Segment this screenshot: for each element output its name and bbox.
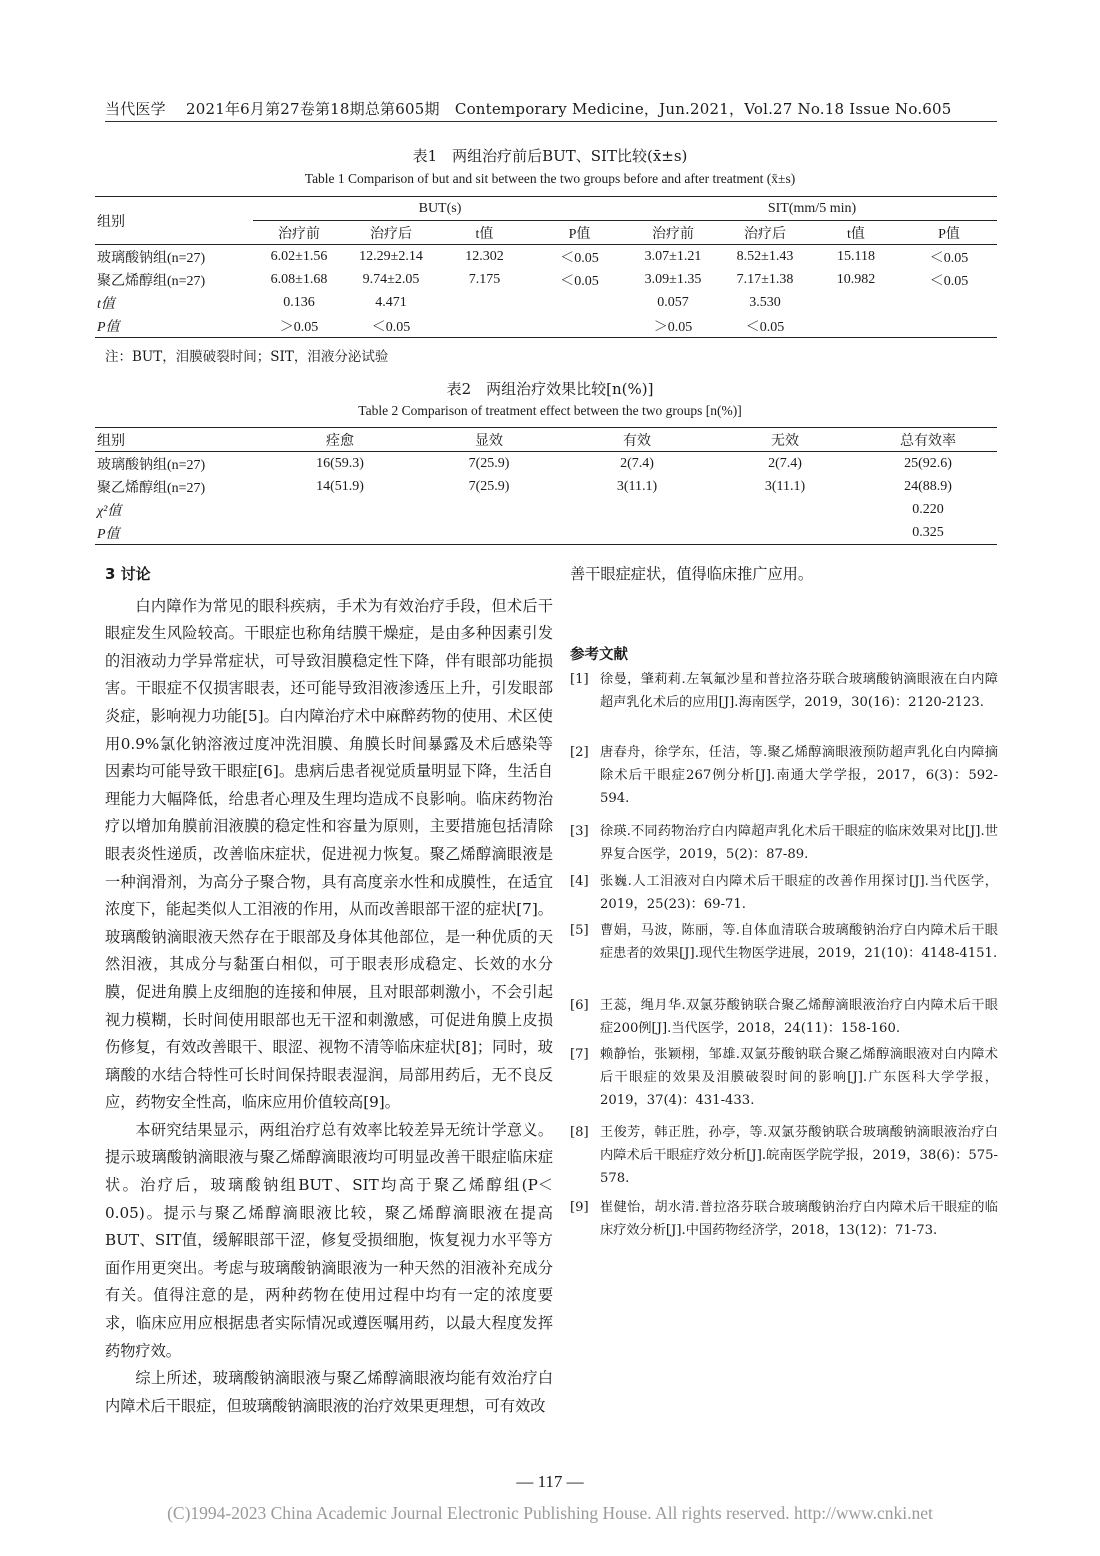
- reference-number: [8]: [570, 1125, 589, 1140]
- reference-number: [7]: [570, 1047, 589, 1062]
- table2-header: 显效: [415, 428, 563, 452]
- reference-number: [3]: [570, 824, 589, 839]
- table1-subheader: P值: [532, 221, 627, 245]
- table1-but-header: BUT(s): [253, 197, 627, 221]
- reference-text: 唐春舟，徐学东，任洁，等.聚乙烯醇滴眼液预防超声乳化白内障摘除术后干眼症267例分析[J].南通大学学报，2017，6(3)：592-594.: [600, 745, 998, 806]
- reference-item: [570, 668, 998, 714]
- reference-number: [4]: [570, 874, 589, 889]
- cell: 6.08±1.68: [270, 271, 328, 287]
- cell: 2(7.4): [768, 455, 802, 471]
- cell: 8.52±1.43: [736, 248, 794, 264]
- cell: 15.118: [837, 248, 875, 264]
- cell: 6.02±1.56: [270, 248, 328, 264]
- table2-caption-en: Table 2 Comparison of treatment effect between the two groups [n(%)]: [358, 403, 742, 418]
- cell: 0.136: [283, 294, 315, 310]
- cell: ＞0.05: [627, 314, 719, 338]
- reference-item: [570, 820, 998, 866]
- reference-item: [570, 1196, 998, 1242]
- reference-text: 王蕊，绳月华.双氯芬酸钠联合聚乙烯醇滴眼液治疗白内障术后干眼症200例[J].当代医学，2018，24(11)：158-160.: [600, 998, 998, 1036]
- copyright-line: (C)1994-2023 China Academic Journal Electronic Publishing House. All rights reserved. http://www.cnki.net: [167, 1503, 933, 1523]
- row-label: 玻璃酸钠组(n=27): [97, 250, 206, 266]
- cell: [265, 521, 415, 545]
- cell: [415, 521, 563, 545]
- table2-header: 痊愈: [265, 428, 415, 452]
- cell: 3(11.1): [616, 478, 658, 494]
- cell: 0.057: [657, 294, 689, 310]
- cell: ＜0.05: [929, 250, 969, 266]
- table2-header: 无效: [711, 428, 859, 452]
- cell: 3(11.1): [764, 478, 806, 494]
- cell: ＜0.05: [560, 250, 599, 266]
- cell: [811, 291, 901, 314]
- running-header: 当代医学 2021年6月第27卷第18期总第605期 Contemporary Medicine，Jun.2021，Vol.27 No.18 Issue No.605: [105, 100, 952, 118]
- row-label: 聚乙烯醇组(n=27): [97, 273, 206, 289]
- table-row: [95, 452, 997, 476]
- cell: [563, 498, 711, 521]
- cell: 7.17±1.38: [736, 271, 794, 287]
- cell: 12.29±2.14: [359, 248, 423, 264]
- header-rule: [105, 121, 997, 122]
- table2-caption-cn: 表2 两组治疗效果比较[n(%)]: [446, 380, 654, 398]
- reference-text: 张巍.人工泪液对白内障术后干眼症的改善作用探讨[J].当代医学，2019，25(23)：69-71.: [600, 874, 998, 912]
- row-label: χ²值: [97, 503, 122, 519]
- discussion-paragraph-continued: 善干眼症症状，值得临床推广应用。: [570, 565, 813, 583]
- row-label: P值: [95, 521, 265, 545]
- cell: [811, 314, 901, 338]
- table1-subheader: 治疗前: [253, 221, 345, 245]
- reference-text: 曹娟，马波，陈丽，等.自体血清联合玻璃酸钠治疗白内障术后干眼症患者的效果[J].现代生物医学进展，2019，21(10)：4148-4151.: [600, 923, 998, 961]
- cell: [901, 291, 997, 314]
- cell: 3.530: [749, 294, 781, 310]
- cell: [711, 521, 859, 545]
- cell: 10.982: [836, 271, 876, 287]
- reference-text: 徐瑛.不同药物治疗白内障超声乳化术后干眼症的临床效果对比[J].世界复合医学，2019，5(2)：87-89.: [600, 824, 998, 862]
- table1-subheader: t值: [437, 221, 532, 245]
- table1-group-header: 组别: [95, 197, 253, 245]
- cell: 25(92.6): [904, 455, 952, 471]
- reference-number: [1]: [570, 672, 589, 687]
- cell: 4.471: [375, 294, 407, 310]
- reference-text: 徐曼，肇莉莉.左氧氟沙星和普拉洛芬联合玻璃酸钠滴眼液在白内障超声乳化术后的应用[J].海南医学，2019，30(16)：2120-2123.: [600, 672, 998, 710]
- reference-number: [5]: [570, 923, 589, 938]
- cell: 14(51.9): [316, 478, 364, 494]
- reference-item: [570, 741, 998, 810]
- table1-note: 注：BUT，泪膜破裂时间；SIT，泪液分泌试验: [105, 349, 389, 365]
- reference-item: [570, 994, 998, 1040]
- cell: ＜0.05: [345, 314, 437, 338]
- cell: 7(25.9): [468, 455, 510, 471]
- cell: [901, 314, 997, 338]
- cell: [532, 291, 627, 314]
- table2-header: 总有效率: [859, 428, 997, 452]
- cell: 16(59.3): [316, 455, 364, 471]
- table1: [95, 196, 997, 338]
- reference-item: [570, 1043, 998, 1112]
- discussion-paragraph: 综上所述，玻璃酸钠滴眼液与聚乙烯醇滴眼液均能有效治疗白内障术后干眼症，但玻璃酸钠滴眼液的治疗效果更理想，可有效改: [105, 1369, 553, 1415]
- discussion-paragraph: 本研究结果显示，两组治疗总有效率比较差异无统计学意义。提示玻璃酸钠滴眼液与聚乙烯醇滴眼液均可明显改善干眼症临床症状。治疗后，玻璃酸钠组BUT、SIT均高于聚乙烯醇组(P＜0.05)。提示与聚乙烯醇滴眼液比较，聚乙烯醇滴眼液在提高BUT、SIT值，缓解眼部干涩，修复受损细胞，恢复视力水平等方面作用更突出。考虑与玻璃酸钠滴眼液为一种天然的泪液补充成分有关。值得注意的是，两种药物在使用过程中均有一定的浓度要求，临床应用应根据患者实际情况或遵医嘱用药，以最大程度发挥药物疗效。: [105, 1120, 553, 1360]
- cell: ＜0.05: [560, 273, 599, 289]
- section-title: 3 讨论: [105, 565, 151, 583]
- cell: [265, 498, 415, 521]
- table-row: [95, 245, 997, 269]
- cell: 0.325: [859, 521, 997, 545]
- reference-text: 赖静怡，张颖栩，邹雄.双氯芬酸钠联合聚乙烯醇滴眼液对白内障术后干眼症的效果及泪膜破裂时间的影响[J].广东医科大学学报，2019，37(4)：431-433.: [600, 1047, 998, 1108]
- cell: ＞0.05: [253, 314, 345, 338]
- table-row: [95, 498, 997, 521]
- cell: 3.07±1.21: [644, 248, 702, 264]
- table1-subheader: 治疗后: [345, 221, 437, 245]
- reference-number: [6]: [570, 998, 589, 1013]
- reference-number: [9]: [570, 1200, 589, 1215]
- table2: [95, 427, 997, 545]
- cell: 7.175: [468, 271, 501, 287]
- row-label: 聚乙烯醇组(n=27): [97, 480, 206, 496]
- cell: 3.09±1.35: [644, 271, 702, 287]
- table-row: [95, 314, 997, 338]
- table-row: [95, 268, 997, 291]
- table1-caption-en: Table 1 Comparison of but and sit between the two groups before and after treatment (x̄±s): [304, 171, 796, 186]
- cell: 7(25.9): [468, 478, 510, 494]
- reference-number: [2]: [570, 745, 589, 760]
- table1-subheader: P值: [901, 221, 997, 245]
- discussion-right-column: [570, 561, 1018, 589]
- cell: [415, 498, 563, 521]
- reference-item: [570, 919, 998, 965]
- reference-item: [570, 1121, 998, 1190]
- reference-text: 王俊芳，韩正胜，孙亭，等.双氯芬酸钠联合玻璃酸钠滴眼液治疗白内障术后干眼症疗效分析[J].皖南医学院学报，2019，38(6)：575-578.: [600, 1125, 998, 1186]
- table1-subheader: 治疗后: [719, 221, 811, 245]
- cell: [563, 521, 711, 545]
- cell: [711, 498, 859, 521]
- reference-text: 崔健怡，胡水清.普拉洛芬联合玻璃酸钠治疗白内障术后干眼症的临床疗效分析[J].中国药物经济学，2018，13(12)：71-73.: [600, 1200, 998, 1238]
- table2-header: 组别: [95, 428, 265, 452]
- table1-subheader: 治疗前: [627, 221, 719, 245]
- cell: 0.220: [912, 501, 944, 517]
- cell: 12.302: [465, 248, 504, 264]
- row-label: 玻璃酸钠组(n=27): [97, 457, 206, 473]
- cell: [532, 314, 627, 338]
- table2-header: 有效: [563, 428, 711, 452]
- cell: 2(7.4): [620, 455, 654, 471]
- row-label: t值: [97, 296, 115, 312]
- cell: 9.74±2.05: [362, 271, 420, 287]
- cell: [437, 314, 532, 338]
- discussion-left-column: [105, 561, 553, 1420]
- table1-caption-cn: 表1 两组治疗前后BUT、SIT比较(x̄±s): [412, 147, 688, 165]
- page-number: — 117 —: [516, 1472, 584, 1491]
- table1-subheader: t值: [811, 221, 901, 245]
- references-title: 参考文献: [570, 647, 628, 663]
- reference-item: [570, 870, 998, 916]
- row-label: P值: [95, 314, 253, 338]
- cell: ＜0.05: [929, 273, 969, 289]
- discussion-paragraph: 白内障作为常见的眼科疾病，手术为有效治疗手段，但术后干眼症发生风险较高。干眼症也称角结膜干燥症，是由多种因素引发的泪液动力学异常症状，可导致泪膜稳定性下降，伴有眼部功能损害。干眼症不仅损害眼表，还可能导致泪液渗透压上升，引发眼部炎症，影响视力功能[5]。白内障治疗术中麻醉药物的使用、术区使用0.9%氯化钠溶液过度冲洗泪膜、角膜长时间暴露及术后感染等因素均可能导致干眼症[6]。患病后患者视觉质量明显下降，生活自理能力大幅降低，给患者心理及生理均造成不良影响。临床药物治疗以增加角膜前泪液膜的稳定性和容量为原则，主要措施包括清除眼表炎性递质，改善临床症状，促进视力恢复。聚乙烯醇滴眼液是一种润滑剂，为高分子聚合物，具有高度亲水性和成膜性，在适宜浓度下，能起类似人工泪液的作用，从而改善眼部干涩的症状[7]。玻璃酸钠滴眼液天然存在于眼部及身体其他部位，是一种优质的天然泪液，其成分与黏蛋白相似，可于眼表形成稳定、长效的水分膜，促进角膜上皮细胞的连接和伸展，且对眼部刺激小，不会引起视力模糊，长时间使用眼部也无干涩和刺激感，可促进角膜上皮损伤修复，有效改善眼干、眼涩、视物不清等临床症状[8]；同时，玻璃酸的水结合特性可长时间保持眼表湿润，局部用药后，无不良反应，药物安全性高，临床应用价值较高[9]。: [105, 596, 553, 1112]
- cell: ＜0.05: [719, 314, 811, 338]
- table-row: [95, 291, 997, 314]
- table-row: [95, 521, 997, 545]
- cell: 24(88.9): [904, 478, 952, 494]
- table1-sit-header: SIT(mm/5 min): [627, 197, 997, 221]
- table-row: [95, 475, 997, 498]
- cell: [437, 291, 532, 314]
